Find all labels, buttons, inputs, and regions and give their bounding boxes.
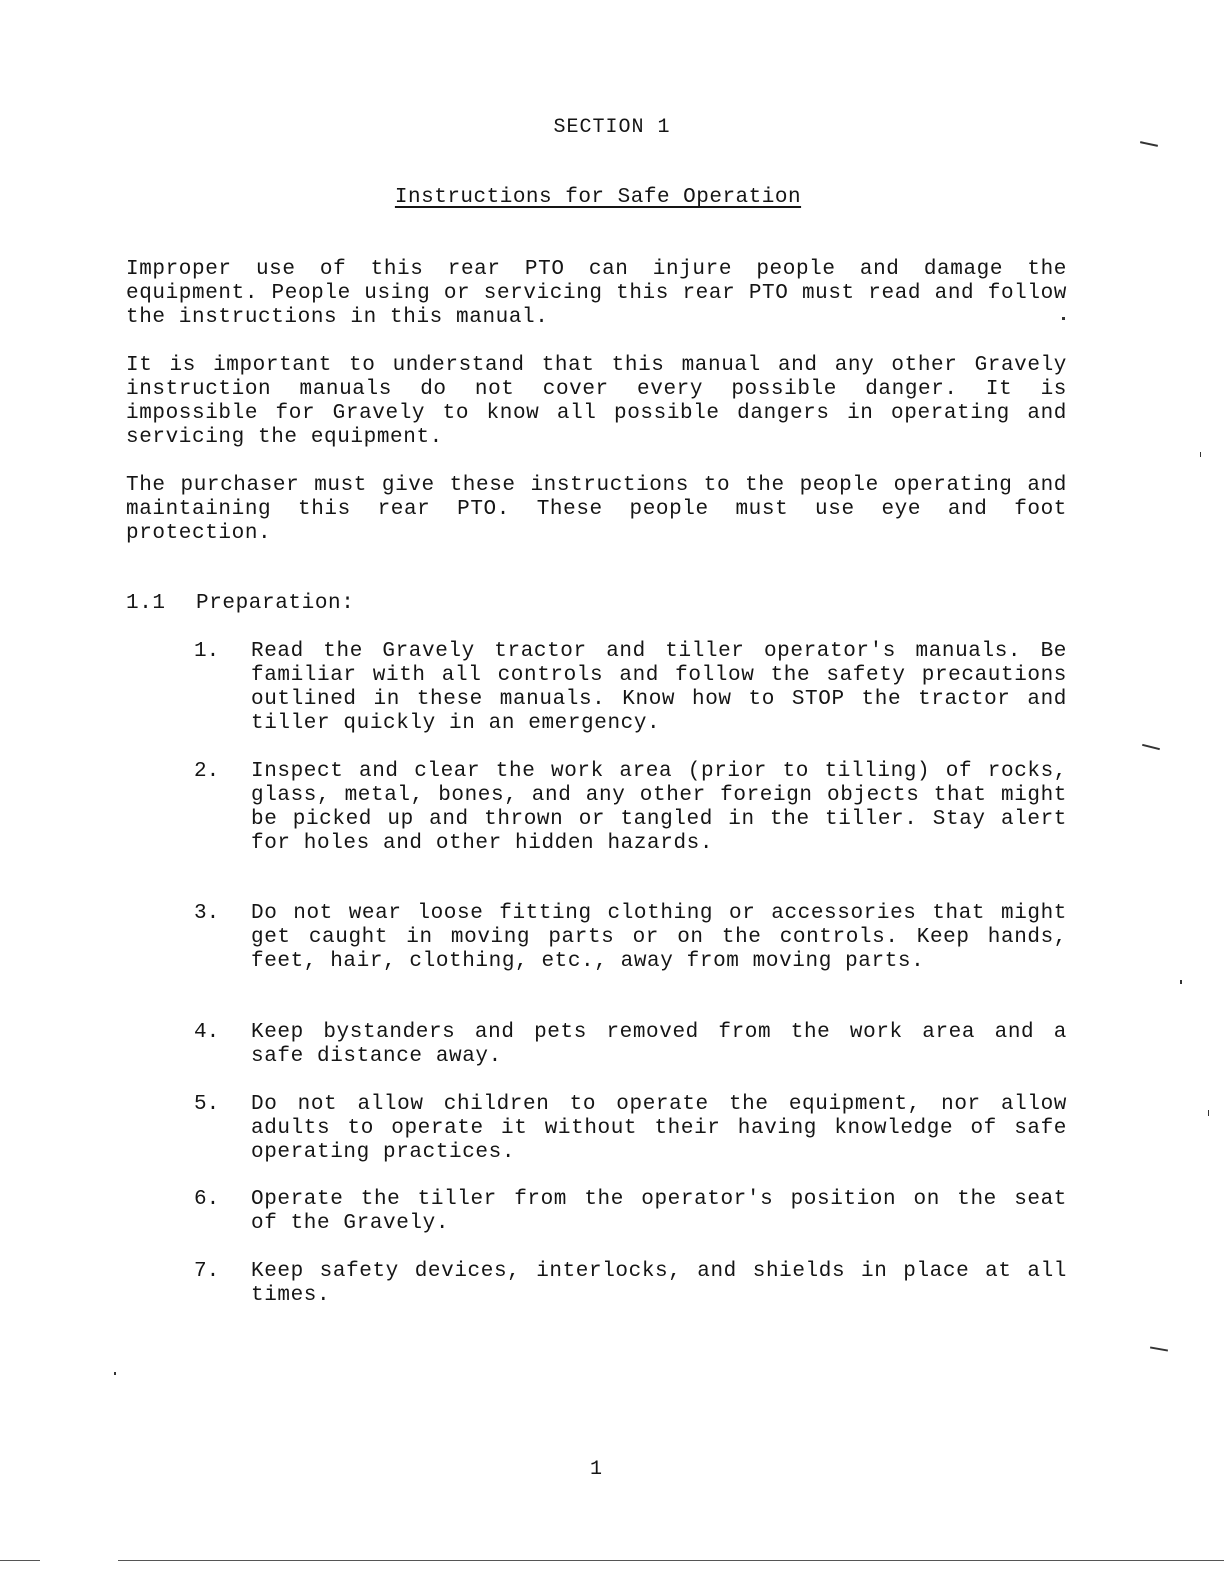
intro-paragraph-1: Improper use of this rear PTO can injure people and damage the equipment. People using or servicing this rear PTO must read and follow the instructions in this manual. (126, 258, 1067, 329)
list-item-text: Do not wear loose fitting clothing or accessories that might get caught in moving parts or on the controls. Keep hands, feet, hair, clothing, etc., away from moving parts. (251, 902, 1067, 973)
bottom-rule (0, 1560, 40, 1561)
bottom-rule (118, 1560, 1224, 1561)
scan-mark (1200, 452, 1201, 457)
list-item-text: Inspect and clear the work area (prior to tilling) of rocks, glass, metal, bones, and any other foreign objects that might be picked up and thrown or tangled in the tiller. Stay alert for holes and other hidden hazards. (251, 760, 1067, 855)
list-item-text: Read the Gravely tractor and tiller operator's manuals. Be familiar with all controls and follow the safety precautions outlined in these manuals. Know how to STOP the tractor and tiller quickly in an emergency. (251, 640, 1067, 735)
list-item (194, 1188, 1067, 1236)
list-item-number: 5. (194, 1093, 220, 1116)
subsection-heading (126, 592, 354, 615)
page-title-text: Instructions for Safe Operation (394, 186, 802, 209)
scan-mark (1208, 1110, 1209, 1116)
list-item (194, 902, 1067, 974)
scan-mark (1142, 744, 1160, 750)
list-item-number: 2. (194, 760, 220, 783)
list-item (194, 760, 1067, 856)
list-item (194, 640, 1067, 736)
page-title (0, 186, 1196, 209)
intro-paragraph-3: The purchaser must give these instructions to the people operating and maintaining this rear PTO. These people must use eye and foot protection. (126, 474, 1067, 545)
list-item-number: 6. (194, 1188, 220, 1211)
subsection-number: 1.1 (126, 592, 166, 615)
section-heading: SECTION 1 (553, 116, 671, 139)
list-item-text: Keep bystanders and pets removed from the work area and a safe distance away. (251, 1021, 1067, 1068)
list-item-text: Keep safety devices, interlocks, and shields in place at all times. (251, 1260, 1067, 1307)
subsection-title: Preparation: (196, 592, 355, 615)
list-item-number: 4. (194, 1021, 220, 1044)
intro-paragraph-2: It is important to understand that this manual and any other Gravely instruction manuals do not cover every possible danger. It is impossible for Gravely to know all possible dangers in operating and servicing the equipment. (126, 354, 1067, 449)
list-item (194, 1021, 1067, 1069)
list-item (194, 1093, 1067, 1165)
scan-mark (1180, 980, 1182, 984)
scan-mark (1062, 317, 1065, 320)
list-item-number: 1. (194, 640, 220, 663)
list-item-text: Do not allow children to operate the equipment, nor allow adults to operate it without their having knowledge of safe operating practices. (251, 1093, 1067, 1164)
list-item-text: Operate the tiller from the operator's position on the seat of the Gravely. (251, 1188, 1067, 1235)
scan-mark (1140, 141, 1158, 147)
list-item (194, 1260, 1067, 1308)
scan-mark (1150, 1346, 1168, 1351)
scan-mark (114, 1372, 116, 1375)
list-item-number: 7. (194, 1260, 220, 1283)
page-number: 1 (589, 1458, 602, 1481)
list-item-number: 3. (194, 902, 220, 925)
